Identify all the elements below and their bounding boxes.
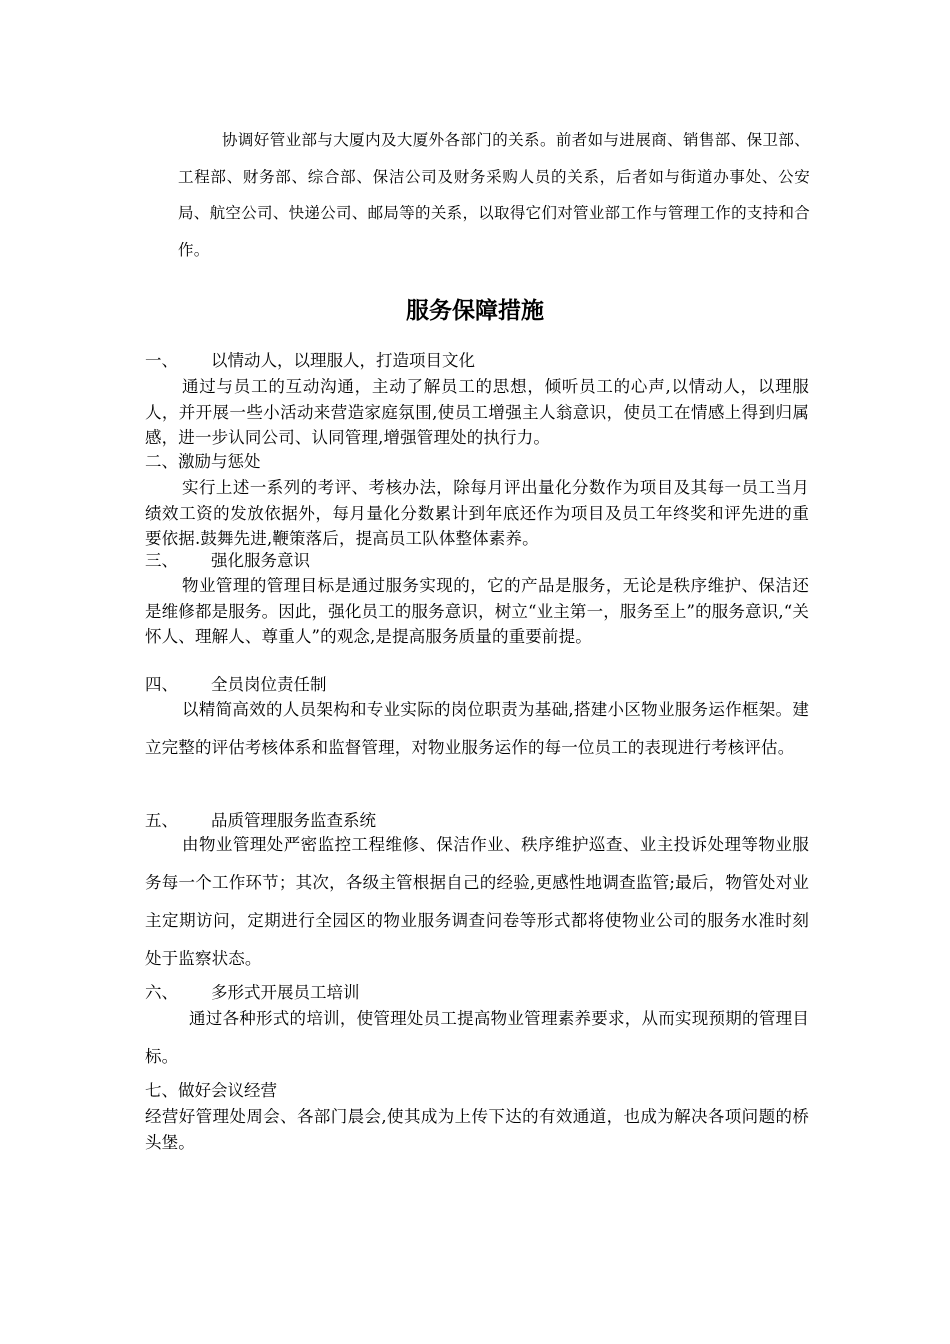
section-title: 强化服务意识	[211, 551, 310, 570]
section-body-2: 实行上述一系列的考评、考核办法，除每月评出量化分数作为项目及其每一员工当月绩效工资的发放依据外，每月量化分数累计到年底还作为项目及员工年终奖和评先进的重要依据.鼓舞先进,鞭策落后，提高员工队体整体素养。	[145, 478, 809, 548]
section-number: 一、	[145, 351, 178, 370]
section-title: 多形式开展员工培训	[211, 983, 360, 1002]
section-title: 品质管理服务监查系统	[211, 811, 376, 830]
section-title: 做好会议经营	[178, 1081, 277, 1100]
section-number: 六、	[145, 983, 178, 1002]
section-body-7: 经营好管理处周会、各部门晨会,使其成为上传下达的有效通道，也成为解决各项问题的桥头堡。	[145, 1107, 809, 1152]
section-title: 以情动人，以理服人，打造项目文化	[211, 351, 475, 370]
section-heading-7	[145, 1078, 277, 1104]
section-heading-1	[145, 348, 475, 374]
section-heading-2	[145, 449, 261, 475]
section-body-3: 物业管理的管理目标是通过服务实现的，它的产品是服务，无论是秩序维护、保洁还是维修都是服务。因此，强化员工的服务意识，树立“业主第一，服务至上”的服务意识,“关怀人、理解人、尊重人”的观念,是提高服务质量的重要前提。	[145, 576, 809, 646]
page-title: 服务保障措施	[406, 298, 544, 324]
section-number: 四、	[145, 675, 178, 694]
section-body-1: 通过与员工的互动沟通，主动了解员工的思想，倾听员工的心声,以情动人，以理服人，并开展一些小活动来营造家庭氛围,使员工增强主人翁意识，使员工在情感上得到归属感，进一步认同公司、认同管理,增强管理处的执行力。	[145, 377, 809, 447]
section-number: 七、	[145, 1081, 178, 1100]
section-heading-3	[145, 548, 310, 574]
section-number: 三、	[145, 551, 178, 570]
section-body-6: 通过各种形式的培训，使管理处员工提高物业管理素养要求，从而实现预期的管理目标。	[145, 1009, 809, 1066]
section-title: 全员岗位责任制	[211, 675, 327, 694]
section-number: 五、	[145, 811, 178, 830]
intro-paragraph: 协调好管业部与大厦内及大厦外各部门的关系。前者如与进展商、销售部、保卫部、工程部、财务部、综合部、保洁公司及财务采购人员的关系，后者如与街道办事处、公安局、航空公司、快递公司、邮局等的关系，以取得它们对管业部工作与管理工作的支持和合作。	[178, 131, 810, 259]
section-number: 二、	[145, 452, 178, 471]
section-title: 激励与惩处	[178, 452, 261, 471]
section-body-5: 由物业管理处严密监控工程维修、保洁作业、秩序维护巡查、业主投诉处理等物业服务每一个工作环节；其次，各级主管根据自己的经验,更感性地调查监管;最后，物管处对业主定期访问，定期进行全园区的物业服务调查问卷等形式都将使物业公司的服务水准时刻处于监察状态。	[145, 835, 809, 968]
section-body-4: 以精简高效的人员架构和专业实际的岗位职责为基础,搭建小区物业服务运作框架。建立完整的评估考核体系和监督管理，对物业服务运作的每一位员工的表现进行考核评估。	[145, 700, 809, 757]
